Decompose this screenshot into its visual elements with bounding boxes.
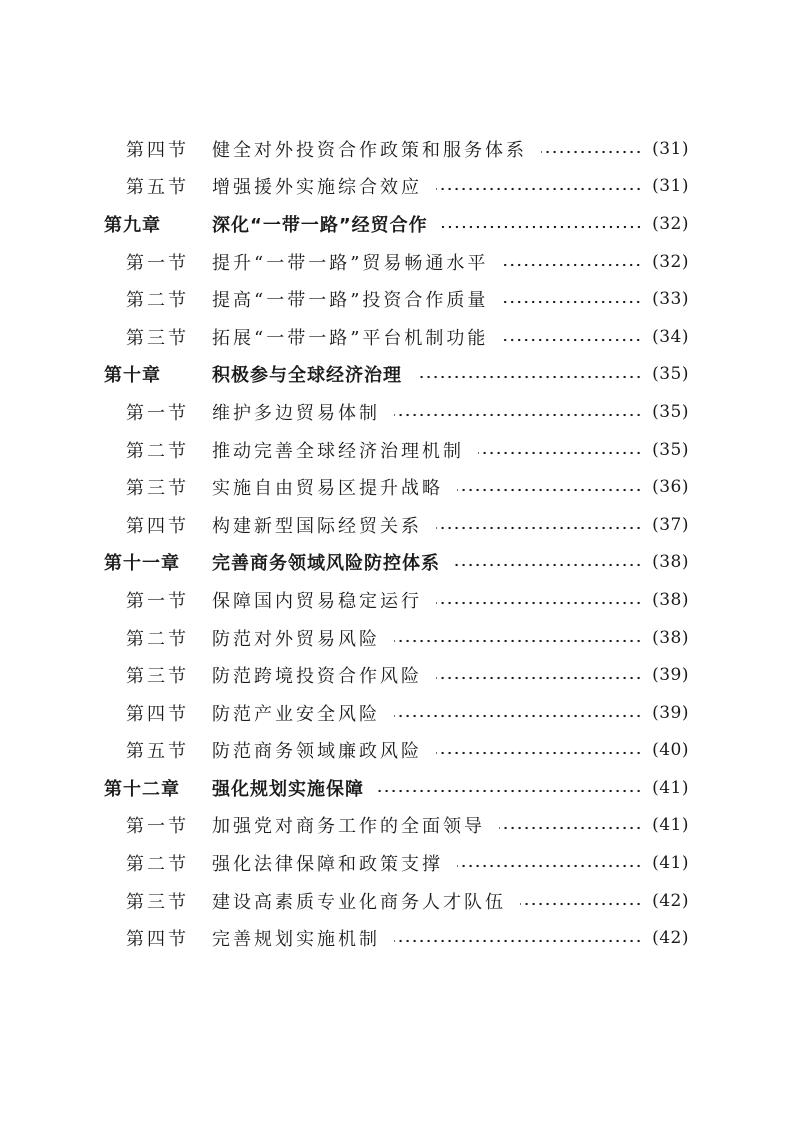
toc-entry[interactable] — [0, 393, 793, 431]
toc-entry[interactable] — [0, 656, 793, 694]
toc-entry[interactable] — [0, 732, 793, 770]
entry-number: 第十二章 — [104, 778, 180, 800]
entry-page: (31) — [652, 176, 689, 197]
entry-number: 第十一章 — [104, 553, 180, 575]
dot-leader — [394, 714, 642, 718]
entry-number: 第九章 — [104, 214, 161, 236]
entry-page: (32) — [652, 251, 689, 272]
entry-title: 强化规划实施保障 — [212, 778, 364, 800]
entry-title: 推动完善全球经济治理机制 — [212, 440, 464, 462]
entry-number: 第四节 — [126, 515, 189, 537]
entry-title: 强化法律保障和政策支撑 — [212, 854, 443, 876]
toc-entry[interactable] — [0, 769, 793, 807]
entry-title: 防范对外贸易风险 — [212, 628, 380, 650]
dot-leader — [416, 375, 642, 379]
entry-number: 第三节 — [126, 891, 189, 913]
entry-page: (39) — [652, 665, 689, 686]
entry-page: (33) — [652, 289, 689, 310]
entry-title: 提高“一带一路”投资合作质量 — [212, 290, 489, 312]
entry-title: 维护多边贸易体制 — [212, 402, 380, 424]
dot-leader — [478, 451, 642, 455]
dot-leader — [454, 563, 642, 567]
entry-page: (41) — [652, 777, 689, 798]
entry-title: 防范跨境投资合作风险 — [212, 666, 422, 688]
entry-title: 保障国内贸易稳定运行 — [212, 590, 422, 612]
entry-page: (41) — [652, 815, 689, 836]
entry-page: (35) — [652, 364, 689, 385]
table-of-contents — [0, 130, 793, 957]
dot-leader — [502, 338, 642, 342]
entry-number: 第五节 — [126, 741, 189, 763]
toc-entry[interactable] — [0, 243, 793, 281]
entry-page: (38) — [652, 552, 689, 573]
toc-entry[interactable] — [0, 694, 793, 732]
dot-leader — [457, 864, 642, 868]
entry-number: 第一节 — [126, 590, 189, 612]
entry-title: 完善商务领域风险防控体系 — [212, 553, 440, 575]
toc-entry[interactable] — [0, 130, 793, 168]
entry-number: 第十章 — [104, 365, 161, 387]
entry-title: 建设高素质专业化商务人才队伍 — [212, 891, 506, 913]
dot-leader — [457, 488, 642, 492]
entry-page: (35) — [652, 401, 689, 422]
toc-entry[interactable] — [0, 205, 793, 243]
entry-page: (38) — [652, 627, 689, 648]
entry-number: 第四节 — [126, 929, 189, 951]
entry-page: (38) — [652, 589, 689, 610]
dot-leader — [541, 150, 642, 154]
toc-entry[interactable] — [0, 506, 793, 544]
entry-title: 拓展“一带一路”平台机制功能 — [212, 327, 489, 349]
dot-leader — [502, 300, 642, 304]
entry-page: (40) — [652, 740, 689, 761]
dot-leader — [436, 676, 642, 680]
entry-title: 健全对外投资合作政策和服务体系 — [212, 139, 527, 161]
entry-page: (36) — [652, 477, 689, 498]
entry-page: (41) — [652, 853, 689, 874]
entry-number: 第二节 — [126, 628, 189, 650]
entry-number: 第四节 — [126, 703, 189, 725]
toc-entry[interactable] — [0, 280, 793, 318]
entry-page: (39) — [652, 702, 689, 723]
entry-title: 增强援外实施综合效应 — [212, 177, 422, 199]
entry-number: 第五节 — [126, 177, 189, 199]
entry-page: (37) — [652, 514, 689, 535]
dot-leader — [436, 526, 642, 530]
toc-entry[interactable] — [0, 619, 793, 657]
entry-page: (32) — [652, 213, 689, 234]
entry-page: (42) — [652, 890, 689, 911]
toc-entry[interactable] — [0, 919, 793, 957]
entry-number: 第四节 — [126, 139, 189, 161]
entry-page: (35) — [652, 439, 689, 460]
entry-page: (31) — [652, 138, 689, 159]
entry-number: 第一节 — [126, 816, 189, 838]
dot-leader — [394, 639, 642, 643]
entry-title: 防范产业安全风险 — [212, 703, 380, 725]
toc-entry[interactable] — [0, 807, 793, 845]
toc-entry[interactable] — [0, 168, 793, 206]
entry-page: (34) — [652, 326, 689, 347]
toc-entry[interactable] — [0, 581, 793, 619]
entry-number: 第二节 — [126, 854, 189, 876]
entry-title: 深化“一带一路”经贸合作 — [212, 214, 428, 236]
entry-title: 完善规划实施机制 — [212, 929, 380, 951]
entry-title: 积极参与全球经济治理 — [212, 365, 402, 387]
entry-number: 第三节 — [126, 478, 189, 500]
entry-number: 第二节 — [126, 440, 189, 462]
dot-leader — [394, 939, 642, 943]
dot-leader — [394, 413, 642, 417]
toc-entry[interactable] — [0, 882, 793, 920]
entry-number: 第二节 — [126, 290, 189, 312]
toc-entry[interactable] — [0, 356, 793, 394]
entry-title: 实施自由贸易区提升战略 — [212, 478, 443, 500]
entry-number: 第三节 — [126, 327, 189, 349]
toc-entry[interactable] — [0, 544, 793, 582]
entry-number: 第三节 — [126, 666, 189, 688]
entry-number: 第一节 — [126, 252, 189, 274]
entry-page: (42) — [652, 928, 689, 949]
dot-leader — [520, 902, 642, 906]
dot-leader — [442, 225, 642, 229]
entry-title: 提升“一带一路”贸易畅通水平 — [212, 252, 489, 274]
entry-title: 加强党对商务工作的全面领导 — [212, 816, 485, 838]
dot-leader — [436, 601, 642, 605]
entry-number: 第一节 — [126, 402, 189, 424]
dot-leader — [499, 826, 642, 830]
toc-entry[interactable] — [0, 844, 793, 882]
toc-entry[interactable] — [0, 468, 793, 506]
dot-leader — [436, 751, 642, 755]
dot-leader — [502, 263, 642, 267]
entry-title: 防范商务领域廉政风险 — [212, 741, 422, 763]
toc-entry[interactable] — [0, 318, 793, 356]
dot-leader — [436, 187, 642, 191]
toc-entry[interactable] — [0, 431, 793, 469]
dot-leader — [378, 789, 642, 793]
entry-title: 构建新型国际经贸关系 — [212, 515, 422, 537]
